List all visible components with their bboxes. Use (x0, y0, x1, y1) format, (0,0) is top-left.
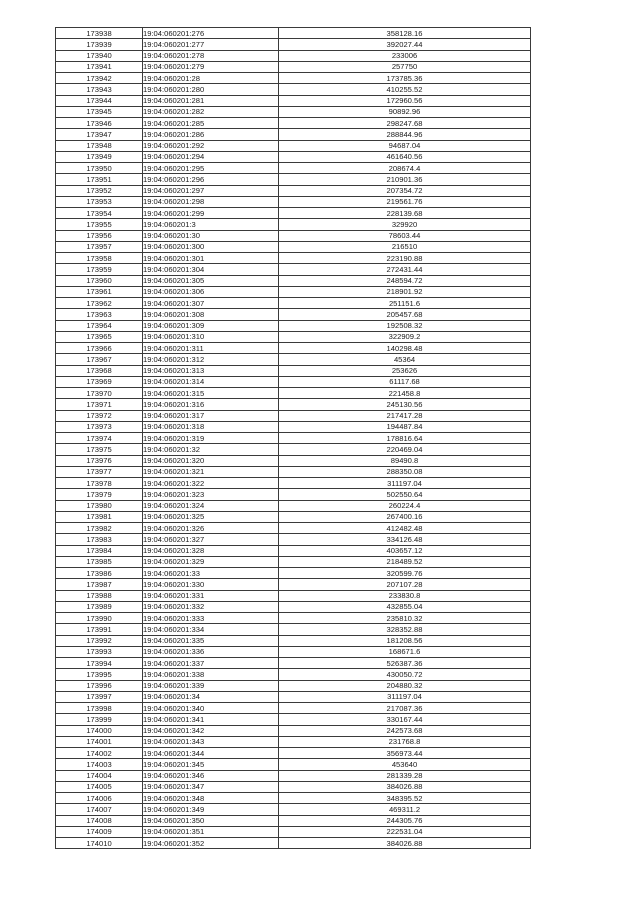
table-row (56, 129, 531, 140)
code-cell: 19:04:060201:342 (143, 725, 279, 736)
value-cell: 204880.32 (279, 680, 531, 691)
table-row (56, 669, 531, 680)
row-id-cell: 173958 (56, 253, 143, 264)
row-id-cell: 173967 (56, 354, 143, 365)
value-cell: 320599.76 (279, 568, 531, 579)
table-row (56, 95, 531, 106)
code-cell: 19:04:060201:304 (143, 264, 279, 275)
code-cell: 19:04:060201:280 (143, 84, 279, 95)
value-cell: 412482.48 (279, 523, 531, 534)
row-id-cell: 174004 (56, 770, 143, 781)
code-cell: 19:04:060201:34 (143, 691, 279, 702)
value-cell: 328352.88 (279, 624, 531, 635)
table-row (56, 298, 531, 309)
code-cell: 19:04:060201:33 (143, 568, 279, 579)
code-cell: 19:04:060201:286 (143, 129, 279, 140)
code-cell: 19:04:060201:28 (143, 73, 279, 84)
code-cell: 19:04:060201:315 (143, 388, 279, 399)
value-cell: 311197.04 (279, 691, 531, 702)
value-cell: 453640 (279, 759, 531, 770)
value-cell: 223190.88 (279, 253, 531, 264)
code-cell: 19:04:060201:320 (143, 455, 279, 466)
row-id-cell: 173951 (56, 174, 143, 185)
row-id-cell: 173979 (56, 489, 143, 500)
table-row (56, 680, 531, 691)
table-row (56, 455, 531, 466)
row-id-cell: 173992 (56, 635, 143, 646)
code-cell: 19:04:060201:301 (143, 253, 279, 264)
code-cell: 19:04:060201:308 (143, 309, 279, 320)
table-row (56, 286, 531, 297)
code-cell: 19:04:060201:310 (143, 331, 279, 342)
table-row (56, 444, 531, 455)
value-cell: 178816.64 (279, 433, 531, 444)
table-row (56, 691, 531, 702)
code-cell: 19:04:060201:326 (143, 523, 279, 534)
row-id-cell: 173945 (56, 106, 143, 117)
row-id-cell: 173963 (56, 309, 143, 320)
value-cell: 78603.44 (279, 230, 531, 241)
table-row (56, 748, 531, 759)
table-row (56, 376, 531, 387)
table-row (56, 343, 531, 354)
value-cell: 172960.56 (279, 95, 531, 106)
table-row (56, 736, 531, 747)
row-id-cell: 173968 (56, 365, 143, 376)
value-cell: 205457.68 (279, 309, 531, 320)
table-row (56, 534, 531, 545)
row-id-cell: 174002 (56, 748, 143, 759)
table-row (56, 84, 531, 95)
code-cell: 19:04:060201:296 (143, 174, 279, 185)
row-id-cell: 173995 (56, 669, 143, 680)
table-row (56, 500, 531, 511)
row-id-cell: 174005 (56, 781, 143, 792)
table-row (56, 556, 531, 567)
table-row (56, 410, 531, 421)
table-row (56, 601, 531, 612)
row-id-cell: 173940 (56, 50, 143, 61)
value-cell: 469311.2 (279, 804, 531, 815)
code-cell: 19:04:060201:323 (143, 489, 279, 500)
code-cell: 19:04:060201:276 (143, 28, 279, 39)
table-row (56, 320, 531, 331)
row-id-cell: 173953 (56, 196, 143, 207)
table-row (56, 826, 531, 837)
code-cell: 19:04:060201:339 (143, 680, 279, 691)
data-table (55, 27, 531, 849)
code-cell: 19:04:060201:300 (143, 241, 279, 252)
row-id-cell: 173986 (56, 568, 143, 579)
value-cell: 89490.8 (279, 455, 531, 466)
code-cell: 19:04:060201:348 (143, 793, 279, 804)
row-id-cell: 174001 (56, 736, 143, 747)
row-id-cell: 173991 (56, 624, 143, 635)
value-cell: 348395.52 (279, 793, 531, 804)
code-cell: 19:04:060201:330 (143, 579, 279, 590)
row-id-cell: 173983 (56, 534, 143, 545)
table-row (56, 196, 531, 207)
code-cell: 19:04:060201:350 (143, 815, 279, 826)
table-row (56, 61, 531, 72)
value-cell: 233830.8 (279, 590, 531, 601)
value-cell: 410255.52 (279, 84, 531, 95)
table-row (56, 50, 531, 61)
table-row (56, 421, 531, 432)
value-cell: 392027.44 (279, 39, 531, 50)
table-row (56, 174, 531, 185)
row-id-cell: 173939 (56, 39, 143, 50)
table-row (56, 163, 531, 174)
table-row (56, 106, 531, 117)
value-cell: 251151.6 (279, 298, 531, 309)
row-id-cell: 173974 (56, 433, 143, 444)
table-row (56, 545, 531, 556)
row-id-cell: 173943 (56, 84, 143, 95)
table-row (56, 309, 531, 320)
code-cell: 19:04:060201:331 (143, 590, 279, 601)
value-cell: 244305.76 (279, 815, 531, 826)
value-cell: 461640.56 (279, 151, 531, 162)
row-id-cell: 173950 (56, 163, 143, 174)
table-row (56, 331, 531, 342)
row-id-cell: 174009 (56, 826, 143, 837)
value-cell: 216510 (279, 241, 531, 252)
table-row (56, 523, 531, 534)
table-row (56, 151, 531, 162)
row-id-cell: 173949 (56, 151, 143, 162)
row-id-cell: 173976 (56, 455, 143, 466)
code-cell: 19:04:060201:281 (143, 95, 279, 106)
table-row (56, 354, 531, 365)
value-cell: 45364 (279, 354, 531, 365)
row-id-cell: 173985 (56, 556, 143, 567)
row-id-cell: 173969 (56, 376, 143, 387)
row-id-cell: 173973 (56, 421, 143, 432)
row-id-cell: 173997 (56, 691, 143, 702)
code-cell: 19:04:060201:307 (143, 298, 279, 309)
row-id-cell: 173987 (56, 579, 143, 590)
value-cell: 208674.4 (279, 163, 531, 174)
table-row (56, 804, 531, 815)
table-row (56, 770, 531, 781)
row-id-cell: 173959 (56, 264, 143, 275)
value-cell: 430050.72 (279, 669, 531, 680)
value-cell: 329920 (279, 219, 531, 230)
code-cell: 19:04:060201:351 (143, 826, 279, 837)
code-cell: 19:04:060201:317 (143, 410, 279, 421)
value-cell: 218489.52 (279, 556, 531, 567)
code-cell: 19:04:060201:306 (143, 286, 279, 297)
code-cell: 19:04:060201:329 (143, 556, 279, 567)
row-id-cell: 174008 (56, 815, 143, 826)
row-id-cell: 173993 (56, 646, 143, 657)
value-cell: 358128.16 (279, 28, 531, 39)
row-id-cell: 173938 (56, 28, 143, 39)
code-cell: 19:04:060201:298 (143, 196, 279, 207)
table-row (56, 275, 531, 286)
code-cell: 19:04:060201:3 (143, 219, 279, 230)
code-cell: 19:04:060201:32 (143, 444, 279, 455)
value-cell: 168671.6 (279, 646, 531, 657)
row-id-cell: 173946 (56, 118, 143, 129)
value-cell: 384026.88 (279, 838, 531, 849)
value-cell: 61117.68 (279, 376, 531, 387)
row-id-cell: 173957 (56, 241, 143, 252)
value-cell: 235810.32 (279, 613, 531, 624)
code-cell: 19:04:060201:337 (143, 658, 279, 669)
table-row (56, 703, 531, 714)
row-id-cell: 173952 (56, 185, 143, 196)
table-row (56, 478, 531, 489)
table-row (56, 658, 531, 669)
code-cell: 19:04:060201:338 (143, 669, 279, 680)
table-row (56, 815, 531, 826)
code-cell: 19:04:060201:285 (143, 118, 279, 129)
value-cell: 384026.88 (279, 781, 531, 792)
code-cell: 19:04:060201:333 (143, 613, 279, 624)
value-cell: 228139.68 (279, 208, 531, 219)
code-cell: 19:04:060201:318 (143, 421, 279, 432)
code-cell: 19:04:060201:312 (143, 354, 279, 365)
code-cell: 19:04:060201:349 (143, 804, 279, 815)
row-id-cell: 173965 (56, 331, 143, 342)
row-id-cell: 173947 (56, 129, 143, 140)
value-cell: 526387.36 (279, 658, 531, 669)
table-row (56, 568, 531, 579)
table-row (56, 590, 531, 601)
code-cell: 19:04:060201:347 (143, 781, 279, 792)
value-cell: 217417.28 (279, 410, 531, 421)
row-id-cell: 173984 (56, 545, 143, 556)
code-cell: 19:04:060201:311 (143, 343, 279, 354)
row-id-cell: 174006 (56, 793, 143, 804)
value-cell: 207107.28 (279, 579, 531, 590)
table-row (56, 759, 531, 770)
row-id-cell: 173942 (56, 73, 143, 84)
code-cell: 19:04:060201:324 (143, 500, 279, 511)
table-row (56, 781, 531, 792)
table-row (56, 399, 531, 410)
row-id-cell: 173982 (56, 523, 143, 534)
table-row (56, 838, 531, 849)
value-cell: 94687.04 (279, 140, 531, 151)
code-cell: 19:04:060201:295 (143, 163, 279, 174)
row-id-cell: 173996 (56, 680, 143, 691)
row-id-cell: 173999 (56, 714, 143, 725)
code-cell: 19:04:060201:314 (143, 376, 279, 387)
row-id-cell: 173988 (56, 590, 143, 601)
row-id-cell: 173962 (56, 298, 143, 309)
value-cell: 267400.16 (279, 511, 531, 522)
value-cell: 181208.56 (279, 635, 531, 646)
code-cell: 19:04:060201:309 (143, 320, 279, 331)
row-id-cell: 174000 (56, 725, 143, 736)
code-cell: 19:04:060201:297 (143, 185, 279, 196)
code-cell: 19:04:060201:325 (143, 511, 279, 522)
value-cell: 140298.48 (279, 343, 531, 354)
code-cell: 19:04:060201:336 (143, 646, 279, 657)
row-id-cell: 174010 (56, 838, 143, 849)
row-id-cell: 173955 (56, 219, 143, 230)
code-cell: 19:04:060201:278 (143, 50, 279, 61)
code-cell: 19:04:060201:341 (143, 714, 279, 725)
code-cell: 19:04:060201:305 (143, 275, 279, 286)
code-cell: 19:04:060201:313 (143, 365, 279, 376)
table-row (56, 466, 531, 477)
value-cell: 221458.8 (279, 388, 531, 399)
row-id-cell: 173971 (56, 399, 143, 410)
code-cell: 19:04:060201:316 (143, 399, 279, 410)
value-cell: 253626 (279, 365, 531, 376)
code-cell: 19:04:060201:345 (143, 759, 279, 770)
table-row (56, 365, 531, 376)
row-id-cell: 173972 (56, 410, 143, 421)
row-id-cell: 173961 (56, 286, 143, 297)
row-id-cell: 174007 (56, 804, 143, 815)
table-row (56, 219, 531, 230)
table-row (56, 613, 531, 624)
table-row (56, 793, 531, 804)
row-id-cell: 173966 (56, 343, 143, 354)
row-id-cell: 173989 (56, 601, 143, 612)
row-id-cell: 173978 (56, 478, 143, 489)
row-id-cell: 173980 (56, 500, 143, 511)
table-row (56, 28, 531, 39)
row-id-cell: 173960 (56, 275, 143, 286)
table-row (56, 185, 531, 196)
value-cell: 288350.08 (279, 466, 531, 477)
table-row (56, 118, 531, 129)
row-id-cell: 173944 (56, 95, 143, 106)
value-cell: 334126.48 (279, 534, 531, 545)
table-row (56, 73, 531, 84)
value-cell: 288844.96 (279, 129, 531, 140)
code-cell: 19:04:060201:332 (143, 601, 279, 612)
code-cell: 19:04:060201:321 (143, 466, 279, 477)
value-cell: 330167.44 (279, 714, 531, 725)
row-id-cell: 173964 (56, 320, 143, 331)
code-cell: 19:04:060201:322 (143, 478, 279, 489)
code-cell: 19:04:060201:294 (143, 151, 279, 162)
row-id-cell: 173981 (56, 511, 143, 522)
row-id-cell: 173975 (56, 444, 143, 455)
value-cell: 260224.4 (279, 500, 531, 511)
value-cell: 272431.44 (279, 264, 531, 275)
value-cell: 322909.2 (279, 331, 531, 342)
value-cell: 217087.36 (279, 703, 531, 714)
value-cell: 245130.56 (279, 399, 531, 410)
table-row (56, 241, 531, 252)
row-id-cell: 173948 (56, 140, 143, 151)
table-row (56, 579, 531, 590)
row-id-cell: 173941 (56, 61, 143, 72)
value-cell: 219561.76 (279, 196, 531, 207)
value-cell: 502550.64 (279, 489, 531, 500)
code-cell: 19:04:060201:344 (143, 748, 279, 759)
code-cell: 19:04:060201:352 (143, 838, 279, 849)
value-cell: 192508.32 (279, 320, 531, 331)
code-cell: 19:04:060201:327 (143, 534, 279, 545)
value-cell: 231768.8 (279, 736, 531, 747)
value-cell: 220469.04 (279, 444, 531, 455)
row-id-cell: 173998 (56, 703, 143, 714)
value-cell: 432855.04 (279, 601, 531, 612)
code-cell: 19:04:060201:279 (143, 61, 279, 72)
table-row (56, 264, 531, 275)
table-row (56, 511, 531, 522)
code-cell: 19:04:060201:346 (143, 770, 279, 781)
value-cell: 311197.04 (279, 478, 531, 489)
value-cell: 218901.92 (279, 286, 531, 297)
value-cell: 210901.36 (279, 174, 531, 185)
code-cell: 19:04:060201:30 (143, 230, 279, 241)
row-id-cell: 173954 (56, 208, 143, 219)
code-cell: 19:04:060201:335 (143, 635, 279, 646)
table-row (56, 635, 531, 646)
table-row (56, 39, 531, 50)
row-id-cell: 173956 (56, 230, 143, 241)
table-row (56, 725, 531, 736)
row-id-cell: 173977 (56, 466, 143, 477)
code-cell: 19:04:060201:334 (143, 624, 279, 635)
table-row (56, 433, 531, 444)
code-cell: 19:04:060201:343 (143, 736, 279, 747)
row-id-cell: 173994 (56, 658, 143, 669)
table-body (56, 28, 531, 849)
code-cell: 19:04:060201:340 (143, 703, 279, 714)
table-row (56, 230, 531, 241)
table-row (56, 646, 531, 657)
code-cell: 19:04:060201:277 (143, 39, 279, 50)
value-cell: 356973.44 (279, 748, 531, 759)
row-id-cell: 173990 (56, 613, 143, 624)
table-row (56, 388, 531, 399)
code-cell: 19:04:060201:328 (143, 545, 279, 556)
value-cell: 207354.72 (279, 185, 531, 196)
value-cell: 257750 (279, 61, 531, 72)
table-row (56, 624, 531, 635)
value-cell: 298247.68 (279, 118, 531, 129)
table-row (56, 253, 531, 264)
value-cell: 173785.36 (279, 73, 531, 84)
value-cell: 242573.68 (279, 725, 531, 736)
value-cell: 233006 (279, 50, 531, 61)
value-cell: 222531.04 (279, 826, 531, 837)
table-row (56, 140, 531, 151)
row-id-cell: 174003 (56, 759, 143, 770)
value-cell: 90892.96 (279, 106, 531, 117)
value-cell: 194487.84 (279, 421, 531, 432)
code-cell: 19:04:060201:282 (143, 106, 279, 117)
value-cell: 403657.12 (279, 545, 531, 556)
code-cell: 19:04:060201:292 (143, 140, 279, 151)
table-row (56, 489, 531, 500)
value-cell: 281339.28 (279, 770, 531, 781)
code-cell: 19:04:060201:299 (143, 208, 279, 219)
code-cell: 19:04:060201:319 (143, 433, 279, 444)
table-row (56, 208, 531, 219)
row-id-cell: 173970 (56, 388, 143, 399)
value-cell: 248594.72 (279, 275, 531, 286)
table-row (56, 714, 531, 725)
